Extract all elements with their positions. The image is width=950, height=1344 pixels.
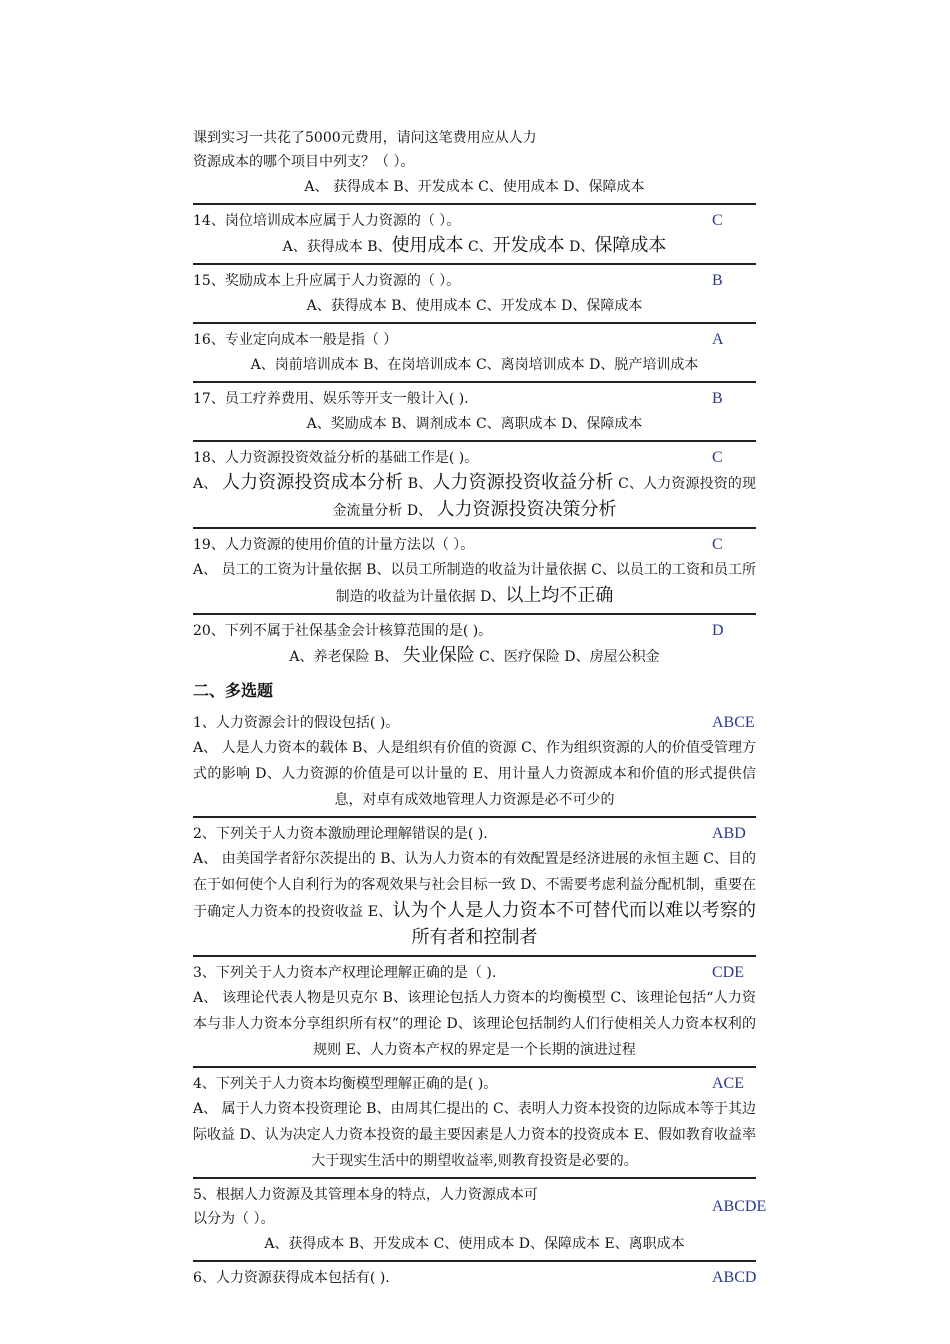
answer-key: CDE [712,964,744,981]
multi-question-2 [193,822,756,957]
question-options [193,643,756,670]
question-options: A、奖励成本 B、调剂成本 C、离职成本 D、保障成本 [306,416,643,432]
question-options: A、 该理论代表人物是贝克尔 B、该理论包括人力资本的均衡模型 C、该理论包括“人力资本与非人力资本分享组织所有权”的理论 D、该理论包括制约人们行使相关人力资本权利的规则 E、人力资本产权的界定是一个长期的演进过程 [193,990,756,1058]
multi-question-3 [193,961,756,1068]
option-text: C、人力资源投资的现金流量分析 D、 [332,476,757,519]
question-17 [193,387,756,442]
multi-question-5 [193,1183,767,1262]
question-15 [193,269,756,324]
question-20 [193,619,756,673]
option-text: 人力资源投资收益分析 [432,472,614,493]
answer-key: ABCDE [712,1198,767,1215]
question-stem: 4、下列关于人力资本均衡模型理解正确的是( )。 [193,1076,498,1092]
question-16 [193,328,756,383]
question-options: A、 人是人力资本的载体 B、人是组织有价值的资源 C、作为组织资源的人的价值受管理方式的影响 D、人力资源的价值是可以计量的 E、用计量人力资源成本和价值的形式提供信息，对卓有成效地管理人力资源是必不可少的 [193,740,756,808]
option-text: 人力资源投资成本分析 [221,472,404,493]
question-options [193,846,756,952]
document-body [193,126,767,1297]
option-text: 人力资源投资决策分析 [436,499,617,520]
answer-key: C [712,212,723,229]
answer-key: C [712,536,723,553]
option-text: A、 由美国学者舒尔茨提出的 B、认为人力资本的有效配置是经济进展的永恒主题 C、目的在于如何使个人自利行为的客观效果与社会目标一致 D、不需要考虑利益分配机制，重要在于确定人力资本的投资收益 E、 [193,851,756,920]
answer-key: C [712,449,723,466]
option-text: C、医疗保险 D、房屋公积金 [474,649,660,665]
option-text: D、 [564,239,595,255]
question-stem: 课到实习一共花了5000元费用，请问这笔费用应从人力 [193,130,537,146]
option-text: 以上均不正确 [505,585,614,606]
option-text: 失业保险 [402,645,475,666]
question-stem: 18、人力资源投资效益分析的基础工作是( )。 [193,450,479,466]
answer-key: ABCD [712,1269,757,1286]
question-stem: 17、员工疗养费用、娱乐等开支一般计入( ). [193,391,469,407]
option-text: 开发成本 [492,235,565,256]
option-text: A、养老保险 B、 [289,649,403,665]
answer-key: D [712,622,724,639]
question-options [193,233,756,260]
option-text: A、 员工的工资为计量依据 B、以员工所制造的收益为计量依据 C、以员工的工资和员工所制造的收益为计量依据 D、 [193,562,756,605]
question-18 [193,446,756,529]
answer-key: A [712,331,724,348]
option-text: 使用成本 [391,235,464,256]
question-options: A、获得成本 B、使用成本 C、开发成本 D、保障成本 [306,298,643,314]
question-stem: 6、人力资源获得成本包括有( ). [193,1270,390,1286]
question-stem: 20、下列不属于社保基金会计核算范围的是( )。 [193,623,493,639]
question-options: A、 获得成本 B、开发成本 C、使用成本 D、保障成本 [304,179,645,195]
question-stem: 19、人力资源的使用价值的计量方法以（ ）。 [193,537,475,553]
question-19 [193,533,756,615]
multi-question-1 [193,711,756,818]
option-text: C、 [463,239,493,255]
section-heading: 二、多选题 [193,681,274,700]
question-options [193,470,756,524]
question-options: A、 属于人力资本投资理论 B、由周其仁提出的 C、表明人力资本投资的边际成本等于其边际收益 D、认为决定人力资本投资的最主要因素是人力资本的投资成本 E、假如教育收益率大于现实生活中的期望收益率,则教育投资是必要的。 [193,1101,756,1169]
answer-key: B [712,272,723,289]
answer-key: ACE [712,1075,744,1092]
question-options: A、岗前培训成本 B、在岗培训成本 C、离岗培训成本 D、脱产培训成本 [250,357,699,373]
answer-key: ABCE [712,714,755,731]
answer-key: ABD [712,825,746,842]
option-text: 保障成本 [594,235,667,256]
question-stem: 15、奖励成本上升应属于人力资源的（ ）。 [193,273,461,289]
answer-key: B [712,390,723,407]
option-text: 认为个人是人力资本不可替代而以难以考察的所有者和控制者 [392,900,757,948]
question-stem: 以分为（ ）。 [193,1211,275,1227]
option-text: B、 [403,476,433,492]
option-text: A、 [193,476,222,492]
multi-question-6 [193,1266,756,1293]
question-options [193,557,756,610]
question-stem: 2、下列关于人力资本激励理论理解错误的是( ). [193,826,488,842]
question-14 [193,209,756,265]
question-options: A、获得成本 B、开发成本 C、使用成本 D、保障成本 E、离职成本 [264,1236,685,1252]
question-stem: 14、岗位培训成本应属于人力资源的（ ）。 [193,213,461,229]
option-text: A、获得成本 B、 [282,239,392,255]
question-stem: 资源成本的哪个项目中列支？（ ）。 [193,154,415,170]
question-13 [193,126,756,205]
question-stem: 16、专业定向成本一般是指（ ） [193,332,398,348]
question-stem: 1、人力资源会计的假设包括( )。 [193,715,400,731]
multi-question-4 [193,1072,756,1179]
question-stem: 5、根据人力资源及其管理本身的特点，人力资源成本可 [193,1187,538,1203]
question-stem: 3、下列关于人力资本产权理论理解正确的是（ ). [193,965,497,981]
